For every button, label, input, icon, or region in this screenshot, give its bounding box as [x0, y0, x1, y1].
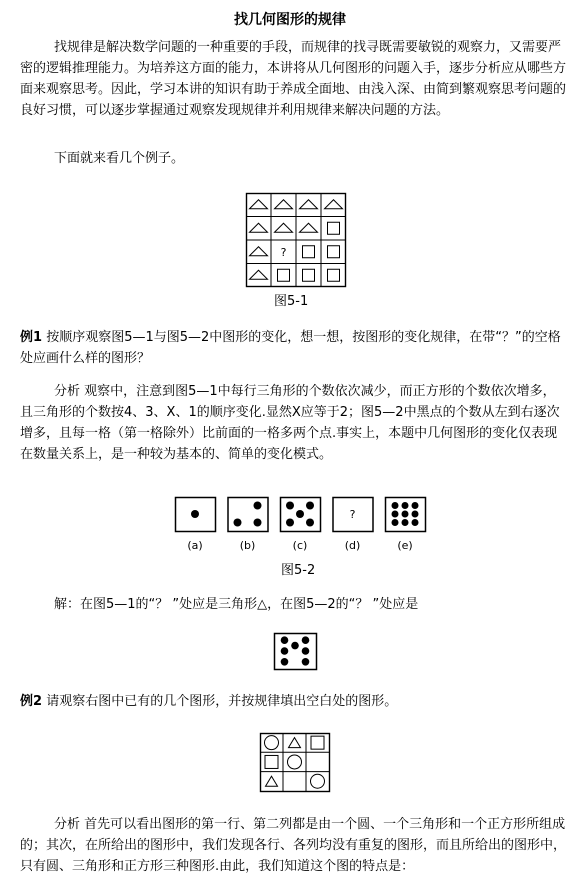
square-shape	[311, 736, 324, 749]
figure-5-1-caption: 图5-1	[274, 294, 309, 309]
dot	[402, 502, 409, 509]
dot	[302, 636, 310, 644]
circle-shape	[265, 736, 279, 750]
grid-border	[261, 734, 330, 792]
box-label: (b)	[239, 539, 256, 552]
triangle-shape	[300, 200, 318, 209]
dot	[402, 511, 409, 518]
dot	[306, 502, 314, 510]
example-2	[20, 691, 568, 712]
dot	[254, 519, 262, 527]
square-shape	[328, 222, 340, 234]
box-label: (c)	[292, 539, 308, 552]
example-2-text: 请观察右图中已有的几个图形，并按规律填出空白处的图形。	[46, 694, 398, 709]
figure-5-2-caption: 图5-2	[281, 563, 316, 578]
square-shape	[328, 246, 340, 258]
analysis-2: 分析 首先可以看出图形的第一行、第二列都是由一个圆、一个三角形和一个正方形所组成的；其次，在所给出的图形中，我们发现各行、各列均没有重复的图形，而且所给出的图形中，只有圆、三角形和正方形三种图形.由此，我们知道这个图的特点是：	[20, 817, 567, 874]
dot	[281, 647, 289, 655]
page-title: 找几何图形的规律	[234, 12, 346, 28]
triangle-shape	[266, 776, 278, 786]
box-label: (e)	[397, 539, 413, 552]
dot	[392, 502, 399, 509]
answer-seven-dots-box	[274, 633, 318, 671]
triangle-shape	[325, 200, 343, 209]
example-2-label: 例2	[20, 694, 43, 709]
example-1	[20, 327, 568, 369]
circle-shape	[311, 774, 325, 788]
dot	[392, 511, 399, 518]
dot	[302, 658, 310, 666]
triangle-shape	[250, 200, 268, 209]
triangle-shape	[275, 223, 293, 232]
triangle-shape	[275, 200, 293, 209]
dot	[402, 519, 409, 526]
square-shape	[303, 246, 315, 258]
analysis-1: 分析 观察中，注意到图5—1中每行三角形的个数依次减少，而正方形的个数依次增多，且三角形的个数按4、3、X、1的顺序变化.显然X应等于2；图5—2中黑点的个数从左到右逐次增多，且每一格（第一格除外）比前面的一格多两个点.事实上，本题中几何图形的变化仅表现在数量关系上，是一种较为基本的、简单的变化模式。	[20, 384, 560, 462]
example-1-label: 例1	[20, 330, 43, 345]
dot	[392, 519, 399, 526]
dot	[296, 510, 304, 518]
dot	[302, 647, 310, 655]
box-label: (a)	[187, 539, 203, 552]
triangle-shape	[300, 223, 318, 232]
square-shape	[303, 269, 315, 281]
dot	[286, 502, 294, 510]
square-shape	[265, 755, 278, 768]
dot	[281, 658, 289, 666]
solution-1: 解：在图5—1的“？ ”处应是三角形△，在图5—2的“？ ”处应是	[54, 597, 419, 612]
triangle-shape	[289, 738, 301, 748]
intro-paragraph: 找规律是解决数学问题的一种重要的手段，而规律的找寻既需要敏锐的观察力，又需要严密的逻辑推理能力。为培养这方面的能力，本讲将从几何图形的问题入手，逐步分析应从哪些方面来观察思考。因此，学习本讲的知识有助于养成全面地、由浅入深、由简到繁观察思考问题的良好习惯，可以逐步掌握通过观察发现规律并利用规律来解决问题的方法。	[20, 40, 567, 118]
circle-shape	[288, 755, 302, 769]
square-shape	[278, 269, 290, 281]
example-1-text: 按顺序观察图5—1与图5—2中图形的变化，想一想，按图形的变化规律，在带“？”的空格处应画什么样的图形？	[20, 330, 561, 366]
dot	[286, 519, 294, 527]
box-label: (d)	[344, 539, 361, 552]
dot	[291, 642, 299, 650]
square-shape	[328, 269, 340, 281]
dot	[191, 510, 199, 518]
figure-5-1-grid	[246, 193, 346, 287]
dot	[234, 519, 242, 527]
question-mark: ?	[280, 245, 287, 259]
triangle-shape	[250, 223, 268, 232]
dot	[254, 502, 262, 510]
example-2-grid	[260, 733, 330, 793]
question-mark: ?	[349, 508, 356, 521]
examples-intro: 下面就来看几个例子。	[54, 151, 185, 166]
dot	[306, 519, 314, 527]
triangle-shape	[250, 247, 268, 256]
dot	[412, 519, 419, 526]
dot	[281, 636, 289, 644]
triangle-shape	[250, 270, 268, 279]
dot	[412, 502, 419, 509]
figure-5-2-boxes	[175, 497, 425, 557]
dot-box	[228, 498, 268, 532]
dot	[412, 511, 419, 518]
